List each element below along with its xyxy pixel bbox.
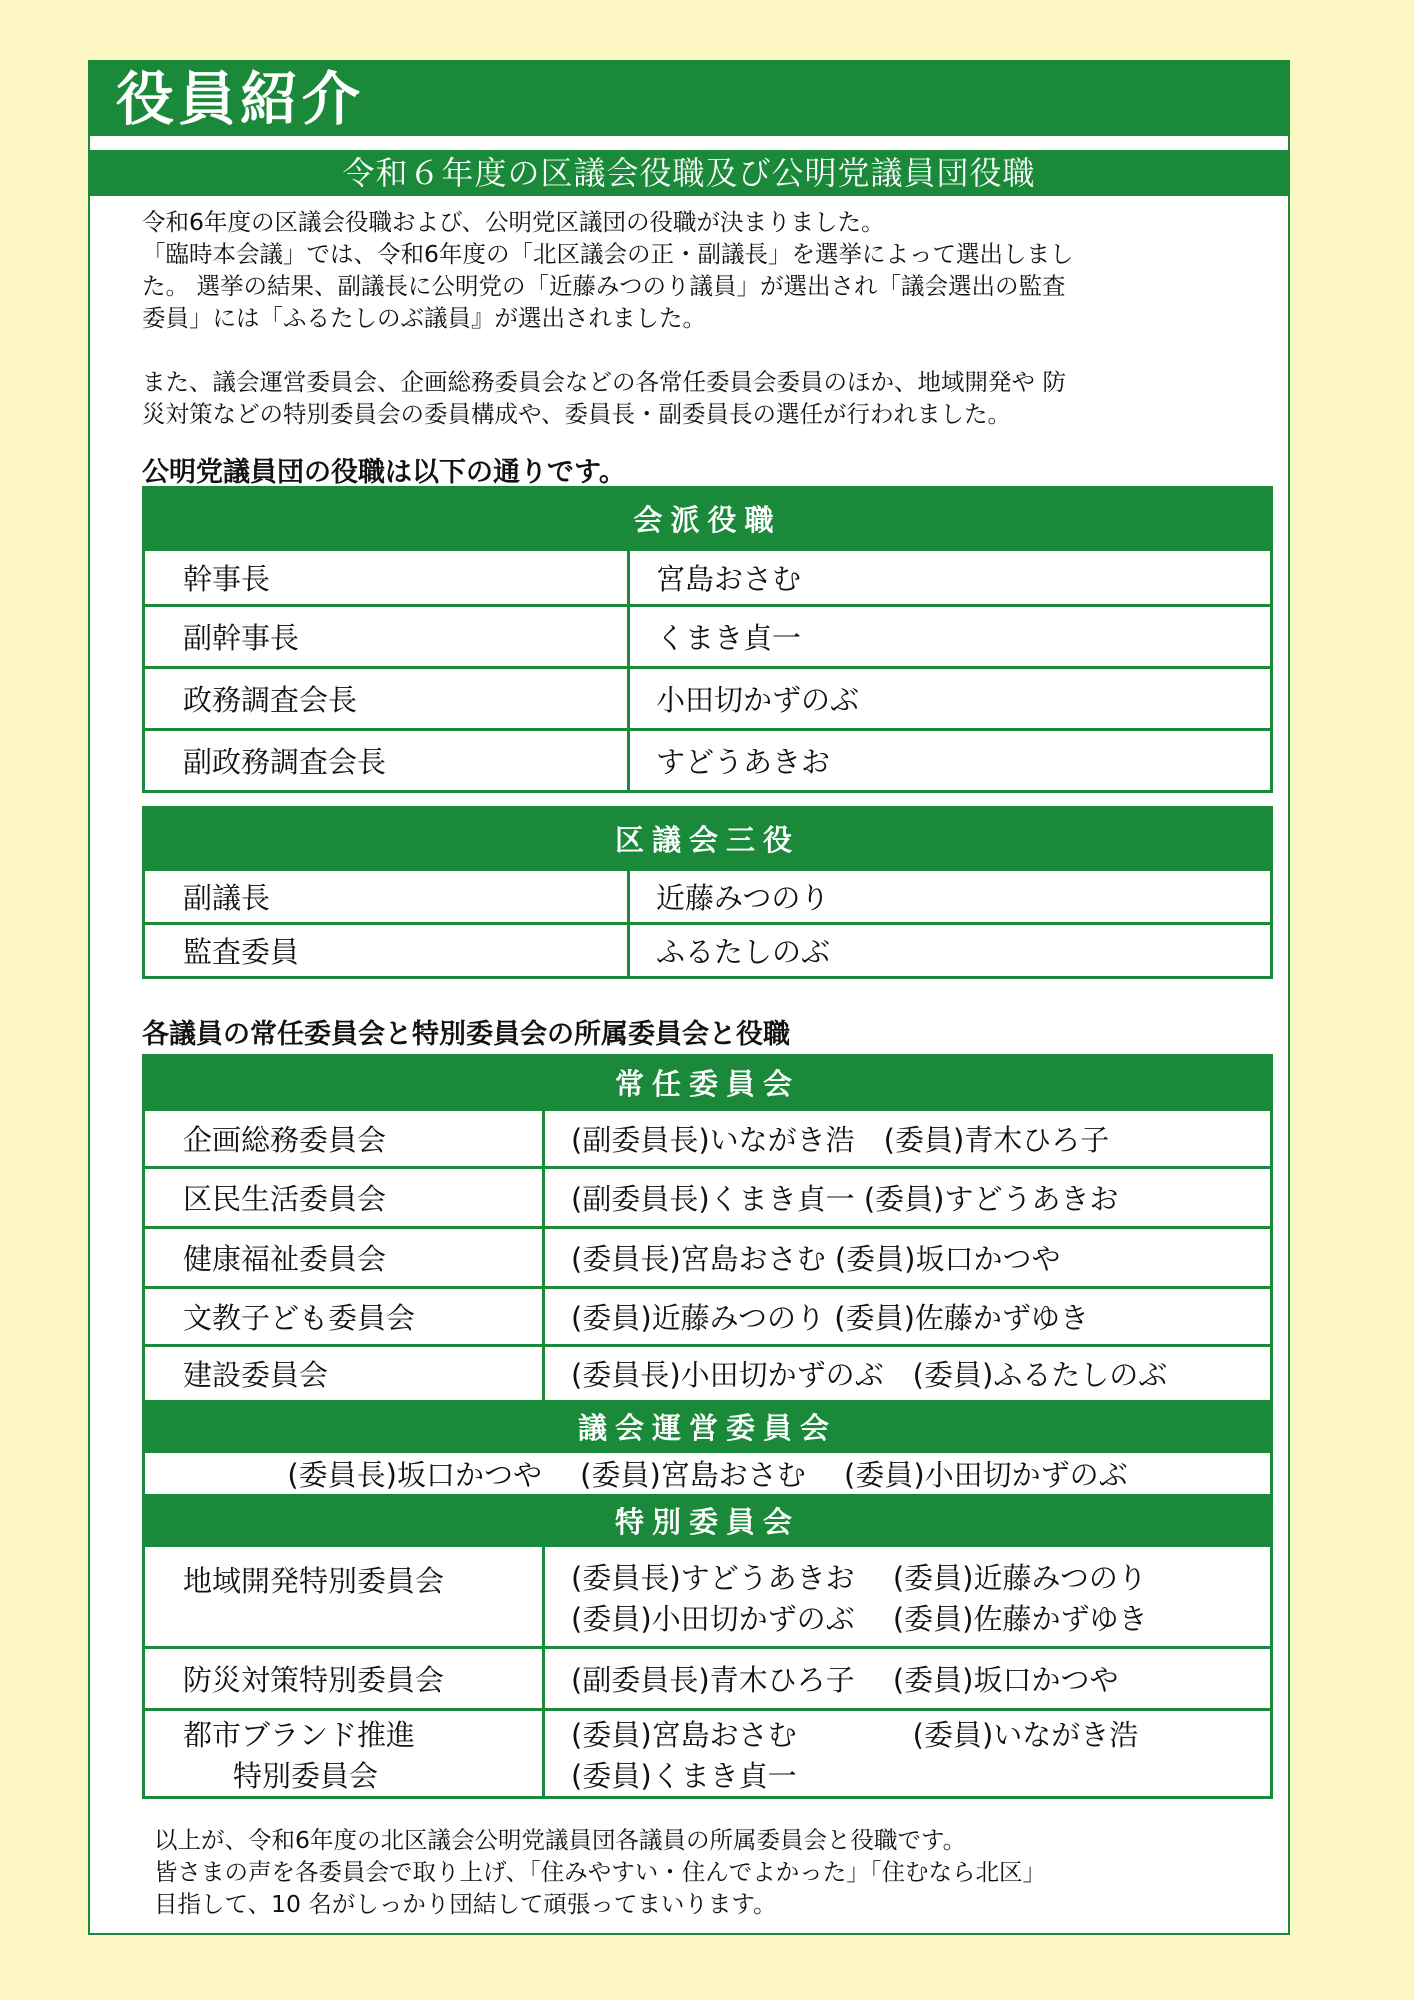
table-row — [144, 1168, 1272, 1228]
members-cell: (副委員長)くまき貞一 (委員)すどうあきお — [544, 1168, 1272, 1228]
committee-cell: 健康福祉委員会 — [144, 1228, 544, 1288]
table-row — [144, 550, 1272, 606]
committee-cell: 防災対策特別委員会 — [144, 1648, 544, 1710]
role-cell: 副議長 — [144, 870, 629, 924]
members-line: (委員長)すどうあきお (委員)近藤みつのり — [571, 1560, 1147, 1595]
tokubetsu-header: 特別委員会 — [144, 1496, 1272, 1546]
name-cell: 宮島おさむ — [629, 550, 1272, 606]
table-row — [144, 1648, 1272, 1710]
title-bar — [90, 62, 1288, 136]
role-cell: 政務調査会長 — [144, 668, 629, 730]
intro-line: 委員」には「ふるたしのぶ議員』が選出されました。 — [142, 304, 706, 332]
section-heading-committees: 各議員の常任委員会と特別委員会の所属委員会と役職 — [142, 1019, 790, 1050]
members-cell: (委員長)宮島おさむ (委員)坂口かつや — [544, 1228, 1272, 1288]
committee-table — [142, 1054, 1273, 1799]
role-cell: 監査委員 — [144, 924, 629, 978]
role-cell: 副幹事長 — [144, 606, 629, 668]
role-cell: 幹事長 — [144, 550, 629, 606]
document-page — [88, 60, 1290, 1935]
members-line: (委員)宮島おさむ (委員)いながき浩 — [571, 1717, 1139, 1752]
committee-cell: 地域開発特別委員会 — [144, 1546, 544, 1648]
table-row — [144, 668, 1272, 730]
members-line: (委員)くまき貞一 — [571, 1758, 797, 1793]
kaiha-header: 会派役職 — [144, 488, 1272, 550]
table-row — [144, 870, 1272, 924]
name-cell: すどうあきお — [629, 730, 1272, 792]
table-row — [144, 730, 1272, 792]
table-row — [144, 1110, 1272, 1168]
sanyaku-header: 区議会三役 — [144, 808, 1272, 870]
committee-cell: 文教子ども委員会 — [144, 1288, 544, 1346]
committee-line: 都市ブランド推進 — [183, 1717, 416, 1752]
table-row — [144, 924, 1272, 978]
members-cell — [544, 1710, 1272, 1798]
role-cell: 副政務調査会長 — [144, 730, 629, 792]
table-row — [144, 1546, 1272, 1648]
unei-members-cell: (委員長)坂口かつや (委員)宮島おさむ (委員)小田切かずのぶ — [144, 1452, 1272, 1496]
committee-cell: 建設委員会 — [144, 1346, 544, 1402]
kaiha-table — [142, 486, 1273, 793]
name-cell: 小田切かずのぶ — [629, 668, 1272, 730]
unei-header: 議会運営委員会 — [144, 1402, 1272, 1452]
sanyaku-table — [142, 806, 1273, 979]
footer-line: 以上が、令和6年度の北区議会公明党議員団各議員の所属委員会と役職です。 — [154, 1826, 967, 1854]
intro-line: 令和6年度の区議会役職および、公明党区議団の役職が決まりました。 — [142, 208, 885, 236]
name-cell: ふるたしのぶ — [629, 924, 1272, 978]
members-cell: (委員)近藤みつのり (委員)佐藤かずゆき — [544, 1288, 1272, 1346]
intro-line: 災対策などの特別委員会の委員構成や、委員長・副委員長の選任が行われました。 — [142, 400, 1012, 428]
name-cell: 近藤みつのり — [629, 870, 1272, 924]
table-row — [144, 1452, 1272, 1496]
section-heading-roles: 公明党議員団の役職は以下の通りです。 — [142, 457, 626, 488]
members-cell: (副委員長)青木ひろ子 (委員)坂口かつや — [544, 1648, 1272, 1710]
intro-text — [142, 206, 1272, 430]
footer-text — [154, 1824, 1046, 1920]
committee-cell: 区民生活委員会 — [144, 1168, 544, 1228]
members-cell: (副委員長)いながき浩 (委員)青木ひろ子 — [544, 1110, 1272, 1168]
table-row — [144, 1710, 1272, 1798]
intro-line: 「臨時本会議」では、令和6年度の「北区議会の正・副議長」を選挙によって選出しまし — [142, 240, 1074, 268]
name-cell: くまき貞一 — [629, 606, 1272, 668]
members-cell: (委員長)小田切かずのぶ (委員)ふるたしのぶ — [544, 1346, 1272, 1402]
table-row — [144, 1346, 1272, 1402]
page-title: 役員紹介 — [116, 65, 365, 133]
committee-line: 特別委員会 — [233, 1758, 379, 1793]
members-cell — [544, 1546, 1272, 1648]
footer-line: 目指して、10 名がしっかり団結して頑張ってまいります。 — [154, 1890, 777, 1918]
table-row — [144, 1228, 1272, 1288]
committee-cell — [144, 1710, 544, 1798]
intro-line: た。 選挙の結果、副議長に公明党の「近藤みつのり議員」が選出され「議会選出の監査 — [142, 272, 1066, 300]
intro-line: また、議会運営委員会、企画総務委員会などの各常任委員会委員のほか、地域開発や 防 — [142, 368, 1066, 396]
subtitle-bar: 令和６年度の区議会役職及び公明党議員団役職 — [90, 150, 1288, 196]
members-line: (委員)小田切かずのぶ (委員)佐藤かずゆき — [571, 1601, 1148, 1636]
table-row — [144, 1288, 1272, 1346]
committee-cell: 企画総務委員会 — [144, 1110, 544, 1168]
table-row — [144, 606, 1272, 668]
joinin-header: 常任委員会 — [144, 1056, 1272, 1110]
footer-line: 皆さまの声を各委員会で取り上げ、「住みやすい・住んでよかった」「住むなら北区」 — [154, 1858, 1047, 1886]
